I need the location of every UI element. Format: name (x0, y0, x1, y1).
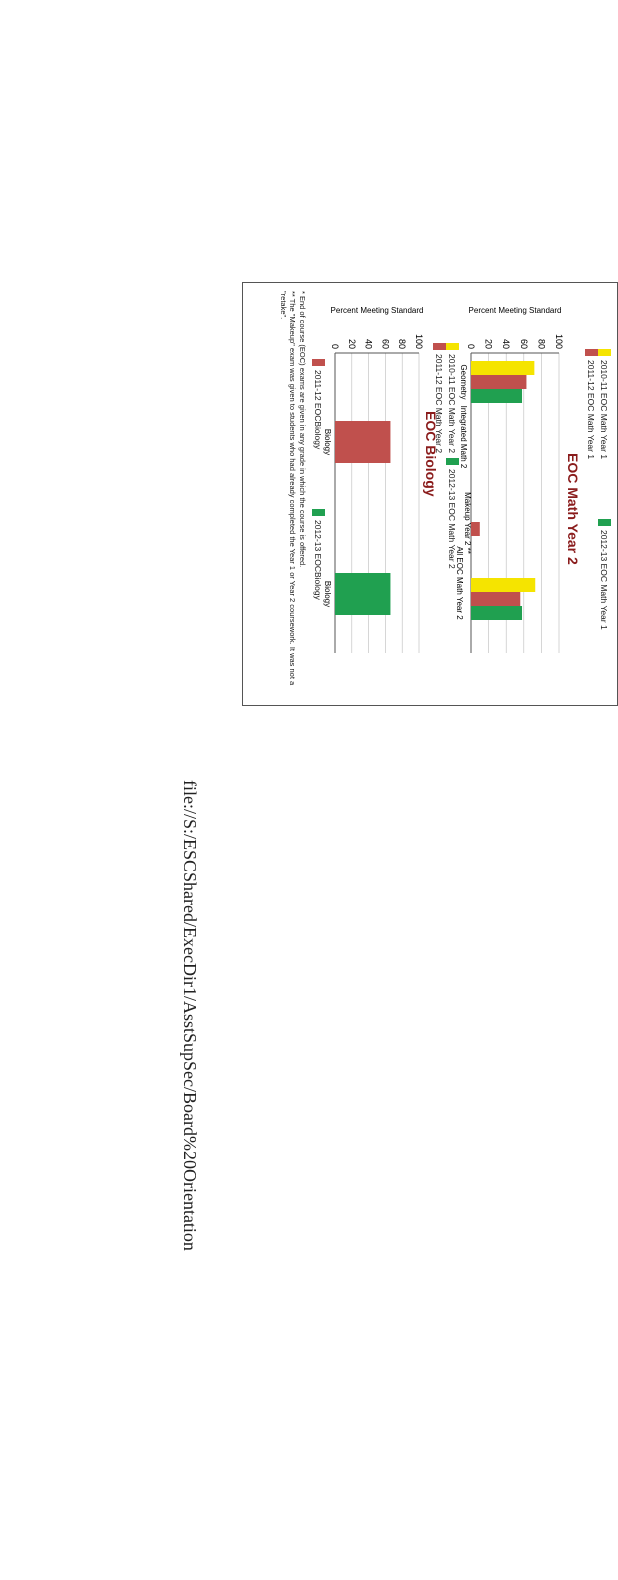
x-tick-label: Makeup Year 2 ** (463, 492, 472, 554)
legend-swatch (312, 509, 325, 516)
rotated-page (243, 283, 617, 705)
y-tick-label: 40 (363, 338, 374, 349)
legend-label: 2011-12 EOCBiology (313, 370, 323, 450)
x-tick-label: Biology (323, 428, 332, 456)
legend-label: 2010-11 EOC Math Year 2 (447, 354, 457, 454)
y-tick-label: 100 (414, 333, 424, 349)
legend-label: 2012-13 EOCBiology (313, 520, 323, 600)
legend-swatch (312, 359, 325, 366)
y-tick-label: 80 (536, 338, 547, 349)
x-tick-label: All EOC Math Year 2 (455, 546, 464, 620)
report-card (242, 282, 618, 706)
x-tick-label: Integrated Math 2 (459, 405, 468, 469)
bar (335, 573, 390, 615)
y-axis-label: Percent Meeting Standard (330, 306, 424, 315)
footnote-2: ** The "Makeup" exam was given to students who had already completed the Year 1 or Year 2 coursework. It was not a "retake". (279, 291, 298, 686)
biology-chart-title: EOC Biology (423, 411, 439, 497)
math-chart-title: EOC Math Year 2 (565, 453, 581, 565)
footnotes (279, 291, 308, 691)
legend-label: 2011-12 EOC Math Year 1 (586, 360, 596, 460)
y-tick-label: 20 (483, 338, 494, 349)
bar (335, 421, 390, 463)
legend-label: 2011-12 EOC Math Year 2 (434, 354, 444, 454)
footnote-1: * End of course (EOC) exams are given in any grade in which the course is offered. (298, 291, 307, 568)
y-tick-label: 20 (346, 338, 357, 349)
y-tick-label: 40 (501, 338, 512, 349)
y-tick-label: 60 (518, 338, 529, 349)
x-tick-label: Geometry (459, 364, 468, 400)
legend-label: 2010-11 EOC Math Year 1 (599, 360, 609, 460)
legend-label: 2012-13 EOC Math Year 2 (447, 469, 457, 569)
y-axis-label: Percent Meeting Standard (468, 306, 562, 315)
y-tick-label: 80 (397, 338, 408, 349)
y-tick-label: 0 (466, 343, 476, 349)
y-tick-label: 0 (330, 343, 340, 349)
footer-url: file://S:/ESCShared/ExecDir1/AsstSupSec/Board%20Orientation (180, 780, 200, 1251)
y-tick-label: 100 (554, 333, 564, 349)
x-tick-label: Biology (323, 580, 332, 608)
y-tick-label: 60 (380, 338, 391, 349)
legend-label: 2012-13 EOC Math Year 1 (599, 530, 609, 630)
